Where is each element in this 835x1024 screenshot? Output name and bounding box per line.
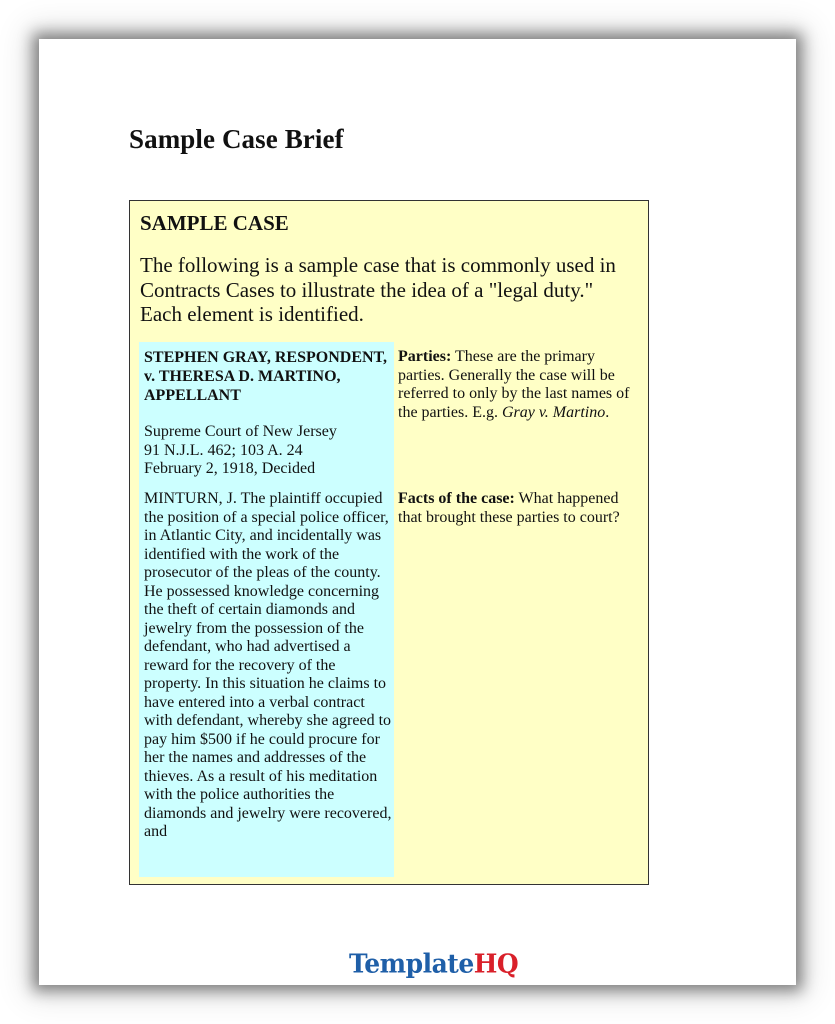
annotation-parties-label: Parties: (398, 348, 452, 365)
annotation-facts-label: Facts of the case: (398, 490, 515, 507)
sample-case-box (129, 200, 649, 885)
opinion-text: MINTURN, J. The plaintiff occupied the position of a special police officer, in Atlantic City, and incidentally was identified with the work of the prosecutor of the pleas of the county. He possessed knowledge concerning the theft of certain diamonds and jewelry from the possession of the defendant, who had advertised a reward for the recovery of the property. In this situation he claims to have entered into a verbal contract with defendant, whereby she agreed to pay him $500 if he could procure for her the names and addresses of the thieves. As a result of his meditation with the police authorities the diamonds and jewelry were recovered, and (144, 490, 392, 840)
annotation-parties (398, 348, 643, 422)
case-intro: The following is a sample case that is commonly used in Contracts Cases to illustrate the idea of a "legal duty." Each element is identified. (140, 253, 616, 326)
annotation-facts-text: What happened that brought these parties to court? (398, 490, 620, 526)
case-heading: SAMPLE CASE (140, 211, 289, 235)
logo-template-text: Template (349, 948, 474, 979)
document-title: Sample Case Brief (129, 124, 344, 154)
court-name: Supreme Court of New Jersey (144, 423, 337, 440)
case-citation: 91 N.J.L. 462; 103 A. 24 (144, 441, 303, 459)
case-text-column (139, 342, 394, 877)
case-parties-title: STEPHEN GRAY, RESPONDENT, v. THERESA D. MARTINO, APPELLANT (144, 349, 388, 404)
annotation-facts (398, 490, 643, 527)
annotation-parties-example: Gray v. Martino (501, 403, 606, 421)
annotation-parties-end: . (605, 403, 610, 421)
templatehq-logo[interactable] (349, 948, 518, 978)
decision-date: February 2, 1918, Decided (144, 460, 316, 477)
annotation-parties-text: These are the primary parties. Generally the case will be referred to only by the last names of the parties. E.g. (398, 348, 630, 421)
logo-hq-text: HQ (473, 948, 519, 979)
court-info (144, 423, 394, 479)
